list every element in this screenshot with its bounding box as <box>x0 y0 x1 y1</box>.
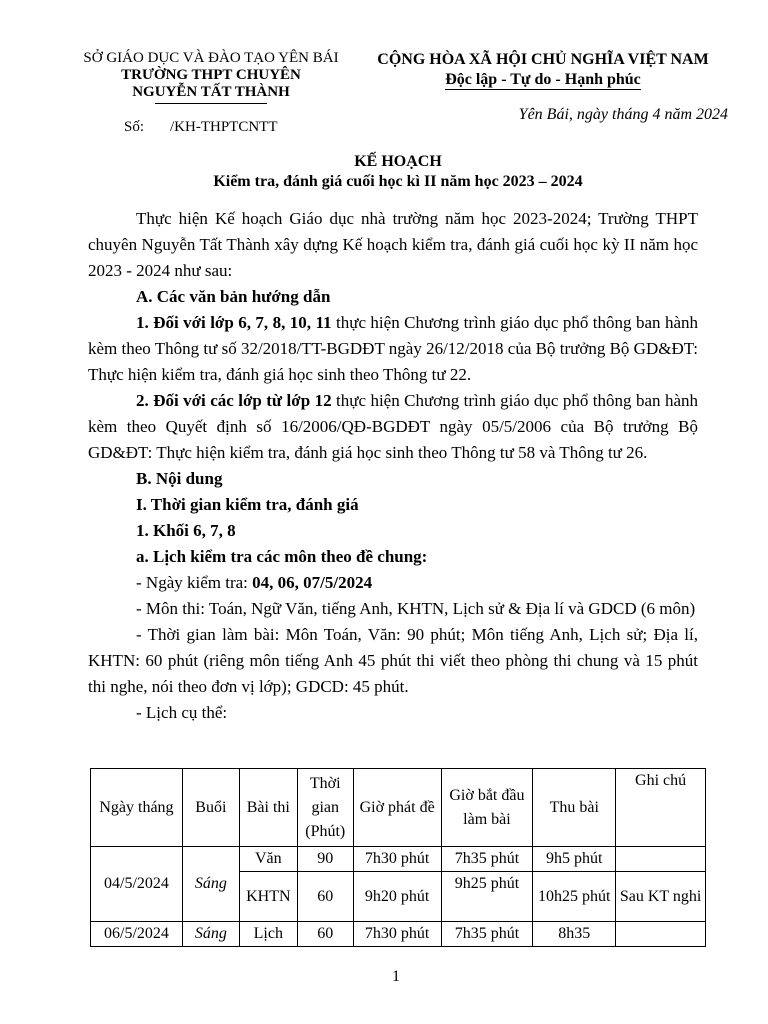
cell-note <box>616 847 706 872</box>
table-row <box>91 847 706 872</box>
subjects-paragraph: - Môn thi: Toán, Ngữ Văn, tiếng Anh, KHTN, Lịch sử & Địa lí và GDCD (6 môn) <box>136 599 696 618</box>
cell-date: 04/5/2024 <box>91 847 183 922</box>
cell-paper-time: 7h30 phút <box>353 922 441 947</box>
number-label: Số: <box>124 119 145 135</box>
cell-subject: KHTN <box>239 872 297 922</box>
cell-start-time: 7h35 phút <box>441 922 533 947</box>
schedule-heading: a. Lịch kiểm tra các môn theo đề chung: <box>136 547 428 566</box>
cell-session: Sáng <box>182 922 239 947</box>
exam-schedule-table <box>90 768 706 947</box>
header-duration: Thời gian (Phút) <box>297 769 353 847</box>
cell-paper-time: 7h30 phút <box>353 847 441 872</box>
national-header-block <box>358 50 728 90</box>
document-title-block <box>88 152 708 192</box>
header-date: Ngày tháng <box>91 769 183 847</box>
header-collect: Thu bài <box>533 769 616 847</box>
school-underline <box>155 103 267 104</box>
section-b-heading: B. Nội dung <box>136 469 223 488</box>
place-date-line: Yên Bái, ngày tháng 4 năm 2024 <box>518 106 728 123</box>
grade-block-heading: 1. Khối 6, 7, 8 <box>136 521 236 540</box>
table-header-row <box>91 769 706 847</box>
school-name-line2: NGUYỄN TẤT THÀNH <box>132 84 290 100</box>
department-name: SỞ GIÁO DỤC VÀ ĐÀO TẠO YÊN BÁI <box>83 50 339 66</box>
cell-note: Sau KT nghi <box>616 872 706 922</box>
cell-duration: 60 <box>297 872 353 922</box>
school-name-line1: TRƯỜNG THPT CHUYÊN <box>121 67 301 83</box>
issuing-agency-block <box>72 50 350 104</box>
table-row <box>91 922 706 947</box>
document-body <box>88 206 698 726</box>
exam-date-line <box>88 570 698 596</box>
exam-date-value: 04, 06, 07/5/2024 <box>252 573 373 592</box>
header-paper-time: Giờ phát đề <box>353 769 441 847</box>
section-a-heading: A. Các văn bản hướng dẫn <box>136 287 331 306</box>
cell-collect: 8h35 <box>533 922 616 947</box>
cell-session: Sáng <box>182 847 239 922</box>
cell-collect: 9h5 phút <box>533 847 616 872</box>
header-note: Ghi chú <box>616 769 706 847</box>
page-number: 1 <box>392 968 400 985</box>
intro-paragraph: Thực hiện Kế hoạch Giáo dục nhà trường năm học 2023-2024; Trường THPT chuyên Nguyễn Tất Thành xây dựng Kế hoạch kiểm tra, đánh giá cuối học kỳ II năm học 2023 - 2024 như sau: <box>88 209 698 280</box>
cell-start-time: 9h25 phút <box>441 872 533 922</box>
cell-duration: 60 <box>297 922 353 947</box>
item-2-paragraph <box>88 388 698 466</box>
header-session: Buổi <box>182 769 239 847</box>
duration-paragraph: - Thời gian làm bài: Môn Toán, Văn: 90 phút; Môn tiếng Anh, Lịch sử; Địa lí, KHTN: 60 phút (riêng môn tiếng Anh 45 phút thi viết theo phòng thi chung và 15 phút thi nghe, nói theo đơn vị lớp); GDCD: 45 phút. <box>88 625 698 696</box>
cell-date: 06/5/2024 <box>91 922 183 947</box>
cell-start-time: 7h35 phút <box>441 847 533 872</box>
cell-note <box>616 922 706 947</box>
item-1-lead: 1. Đối với lớp 6, 7, 8, 10, 11 <box>136 313 332 332</box>
national-motto: Độc lập - Tự do - Hạnh phúc <box>445 71 641 88</box>
document-subtitle: Kiểm tra, đánh giá cuối học kì II năm học 2023 – 2024 <box>213 173 583 190</box>
item-1-paragraph <box>88 310 698 388</box>
cell-duration: 90 <box>297 847 353 872</box>
item-1-text: thực hiện Chương trình giáo dục phổ thông ban hành kèm theo Thông tư số 32/2018/TT-BGDĐT ngày 26/12/2018 của Bộ trưởng Bộ GD&ĐT: Thực hiện kiểm tra, đánh giá học sinh theo Thông tư 22. <box>88 313 698 384</box>
document-number <box>124 119 278 136</box>
header-subject: Bài thi <box>239 769 297 847</box>
item-2-lead: 2. Đối với các lớp từ lớp 12 <box>136 391 332 410</box>
document-title: KẾ HOẠCH <box>354 153 442 170</box>
cell-subject: Lịch <box>239 922 297 947</box>
exam-date-label: - Ngày kiểm tra: <box>136 573 253 592</box>
item-2-text: thực hiện Chương trình giáo dục phổ thông ban hành kèm theo Quyết định số 16/2006/QĐ-BGDĐT ngày 05/5/2006 của Bộ trưởng Bộ GD&ĐT: Thực hiện kiểm tra, đánh giá học sinh theo Thông tư 58 và Thông tư 26. <box>88 391 698 462</box>
cell-collect: 10h25 phút <box>533 872 616 922</box>
detail-schedule-label: - Lịch cụ thể: <box>136 703 228 722</box>
cell-subject: Văn <box>239 847 297 872</box>
cell-paper-time: 9h20 phút <box>353 872 441 922</box>
section-b1-heading: I. Thời gian kiểm tra, đánh giá <box>136 495 359 514</box>
number-value: /KH-THPTCNTT <box>170 119 278 135</box>
header-start-time: Giờ bắt đầu làm bài <box>441 769 533 847</box>
nation-name: CỘNG HÒA XÃ HỘI CHỦ NGHĨA VIỆT NAM <box>377 51 709 68</box>
